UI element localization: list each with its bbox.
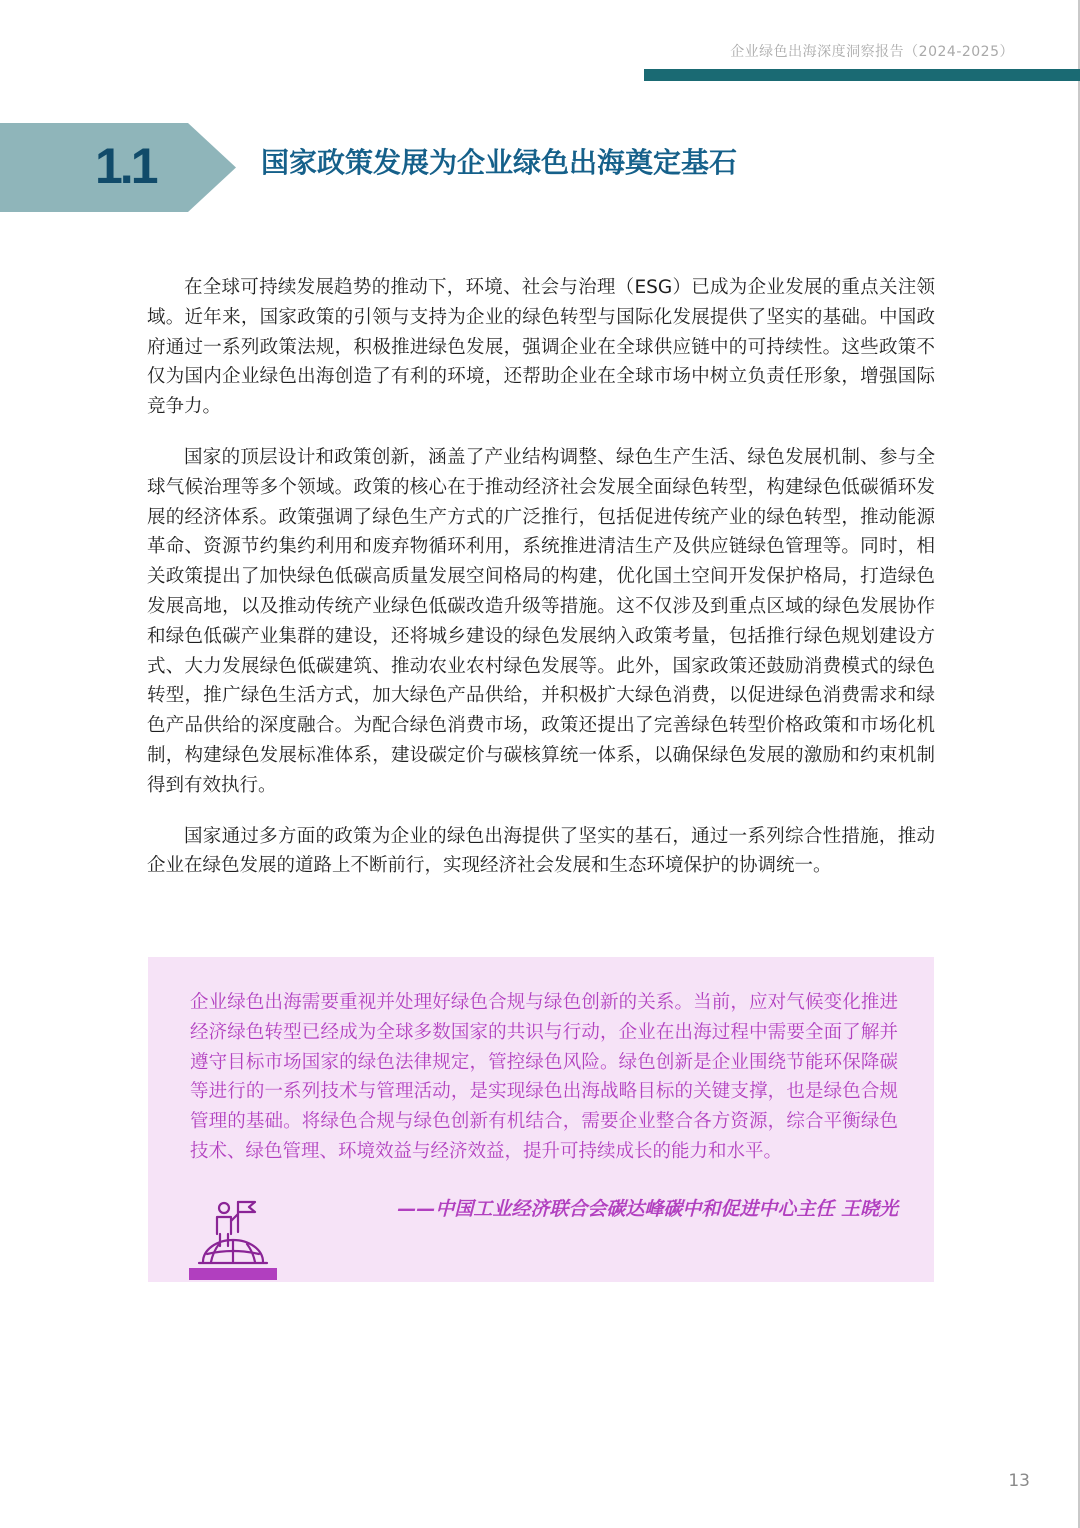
page-number: 13 (1008, 1471, 1030, 1491)
quote-text: 企业绿色出海需要重视并处理好绿色合规与绿色创新的关系。当前，应对气候变化推进经济绿色转型已经成为全球多数国家的共识与行动，企业在出海过程中需要全面了解并遵守目标市场国家的绿色法律规定，管控绿色风险。绿色创新是企业围绕节能环保降碳等进行的一系列技术与管理活动，是实现绿色出海战略目标的关键支撑，也是绿色合规管理的基础。将绿色合规与绿色创新有机结合，需要企业整合各方资源，综合平衡绿色技术、绿色管理、环境效益与经济效益，提升可持续成长的能力和水平。 (190, 992, 898, 1162)
quote-icon-base-bar (189, 1268, 277, 1280)
body-paragraph-2: 国家的顶层设计和政策创新，涵盖了产业结构调整、绿色生产生活、绿色发展机制、参与全球气候治理等多个领域。政策的核心在于推动经济社会发展全面绿色转型，构建绿色低碳循环发展的经济体系。政策强调了绿色生产方式的广泛推行，包括促进传统产业的绿色转型，推动能源革命、资源节约集约利用和废弃物循环利用，系统推进清洁生产及供应链绿色管理等。同时，相关政策提出了加快绿色低碳高质量发展空间格局的构建，优化国土空间开发保护格局，打造绿色发展高地，以及推动传统产业绿色低碳改造升级等措施。这不仅涉及到重点区域的绿色发展协作和绿色低碳产业集群的建设，还将城乡建设的绿色发展纳入政策考量，包括推行绿色规划建设方式、大力发展绿色低碳建筑、推动农业农村绿色发展等。此外，国家政策还鼓励消费模式的绿色转型，推广绿色生活方式，加大绿色产品供给，并积极扩大绿色消费，以促进绿色消费需求和绿色产品供给的深度融合。为配合绿色消费市场，政策还提出了完善绿色转型价格政策和市场化机制，构建绿色发展标准体系，建设碳定价与碳核算统一体系，以确保绿色发展的激励和约束机制得到有效执行。 (147, 446, 935, 796)
section-title: 国家政策发展为企业绿色出海奠定基石 (261, 146, 738, 179)
section-number: 1.1 (95, 138, 156, 194)
quote-author: ——中国工业经济联合会碳达峰碳中和促进中心主任 王晓光 (397, 1198, 898, 1220)
body-paragraph-1: 在全球可持续发展趋势的推动下，环境、社会与治理（ESG）已成为企业发展的重点关注领域。近年来，国家政策的引领与支持为企业的绿色转型与国际化发展提供了坚实的基础。中国政府通过一系列政策法规，积极推进绿色发展，强调企业在全球供应链中的可持续性。这些政策不仅为国内企业绿色出海创造了有利的环境，还帮助企业在全球市场中树立负责任形象，增强国际竞争力。 (147, 277, 935, 418)
header-accent-bar (644, 69, 1080, 81)
person-with-flag-on-globe-icon (189, 1194, 277, 1280)
body-paragraph-3: 国家通过多方面的政策为企业的绿色出海提供了坚实的基石，通过一系列综合性措施，推动企业在绿色发展的道路上不断前行，实现经济社会发展和生态环境保护的协调统一。 (147, 825, 935, 877)
body-text (147, 273, 935, 902)
header-report-title: 企业绿色出海深度洞察报告（2024-2025） (730, 44, 1014, 60)
